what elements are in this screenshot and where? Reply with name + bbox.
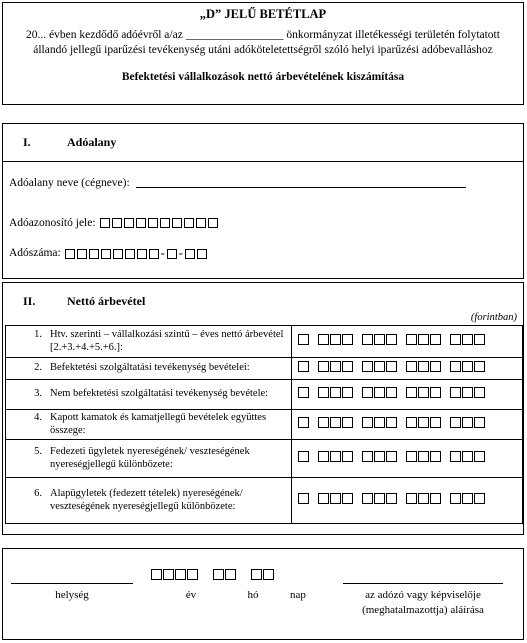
tax-id-cells[interactable]	[100, 218, 220, 228]
taxpayer-name-label: Adóalany neve (cégneve):	[9, 177, 130, 189]
tax-number-field[interactable]	[9, 246, 209, 261]
revenue-row	[6, 380, 523, 410]
month-label: hó	[247, 589, 259, 601]
year-label: év	[185, 589, 197, 601]
section-number: I.	[23, 135, 31, 149]
revenue-row-label-cell	[6, 440, 292, 478]
row-label: Fedezeti ügyletek nyereségének/ veszteségének nyereségjellegű különbözete:	[50, 446, 250, 470]
revenue-amount-cells[interactable]	[292, 358, 523, 380]
revenue-amount-cells[interactable]	[292, 478, 523, 524]
revenue-row	[6, 358, 523, 380]
row-label: Kapott kamatok és kamatjellegű bevételek együttes összege:	[50, 412, 267, 436]
revenue-row	[6, 326, 523, 358]
section-revenue-heading	[3, 283, 523, 319]
section-net-revenue	[2, 282, 524, 535]
signature-block	[2, 548, 524, 640]
revenue-amount-cells[interactable]	[292, 440, 523, 478]
section-taxpayer-heading	[3, 124, 523, 162]
section-title: Nettó árbevétel	[67, 293, 146, 308]
revenue-amount-cells[interactable]	[292, 326, 523, 358]
section-taxpayer	[2, 123, 524, 279]
row-label: Alapügyletek (fedezett tételek) nyereségének/ veszteségének nyereségjellegű különbözete:	[50, 488, 243, 512]
tax-id-field[interactable]	[9, 216, 220, 230]
date-cells[interactable]	[151, 569, 283, 580]
revenue-row	[6, 410, 523, 440]
place-label: helység	[55, 589, 89, 601]
row-label: Nem befektetési szolgáltatási tevékenység bevétele:	[50, 388, 269, 400]
taxpayer-name-input-line[interactable]	[136, 178, 466, 188]
revenue-row-label-cell	[6, 358, 292, 380]
revenue-row-label-cell	[6, 326, 292, 358]
form-header	[2, 2, 524, 105]
place-input-line[interactable]	[11, 583, 133, 584]
row-label: Htv. szerinti – vállalkozási szintű – éves nettó árbevétel [2.+3.+4.+5.+6.]:	[50, 328, 284, 353]
signer-label: az adózó vagy képviselője	[365, 589, 481, 601]
row-number: 6.	[34, 488, 42, 500]
signer-label-2: (meghatalmazottja) aláírása	[362, 604, 484, 616]
revenue-table	[5, 325, 523, 524]
revenue-amount-cells[interactable]	[292, 380, 523, 410]
row-number: 2.	[34, 362, 42, 374]
row-label: Befektetési szolgáltatási tevékenység bevételei:	[50, 362, 250, 374]
revenue-amount-cells[interactable]	[292, 410, 523, 440]
unit-label: (forintban)	[470, 312, 517, 323]
revenue-row	[6, 478, 523, 524]
row-number: 3.	[34, 388, 42, 400]
section-title: Adóalany	[67, 135, 117, 149]
tax-id-label: Adóazonosító jele:	[9, 217, 96, 229]
revenue-row-label-cell	[6, 478, 292, 524]
signature-input-line[interactable]	[343, 583, 503, 584]
form-title: „D” JELŰ BETÉTLAP	[199, 7, 327, 21]
section-number: II.	[23, 293, 36, 308]
day-label: nap	[290, 589, 306, 601]
revenue-row	[6, 440, 523, 478]
row-number: 1.	[34, 328, 42, 340]
row-number: 4.	[34, 412, 42, 423]
tax-number-label: Adószáma:	[9, 247, 61, 260]
form-description: 20... évben kezdődő adóévről a/az _________________ önkormányzat illetékességi területén folytatott állandó jellegű iparűzési tevékenység utáni adóköteletettségről szóló helyi iparűzési adóbevalláshoz	[26, 28, 500, 56]
revenue-row-label-cell	[6, 380, 292, 410]
taxpayer-name-field[interactable]	[9, 176, 466, 190]
revenue-row-label-cell	[6, 410, 292, 440]
row-number: 5.	[34, 446, 42, 458]
tax-number-cells[interactable]: - -	[65, 246, 209, 261]
form-subtitle: Befektetési vállalkozások nettó árbevételének kiszámítása	[121, 70, 405, 83]
